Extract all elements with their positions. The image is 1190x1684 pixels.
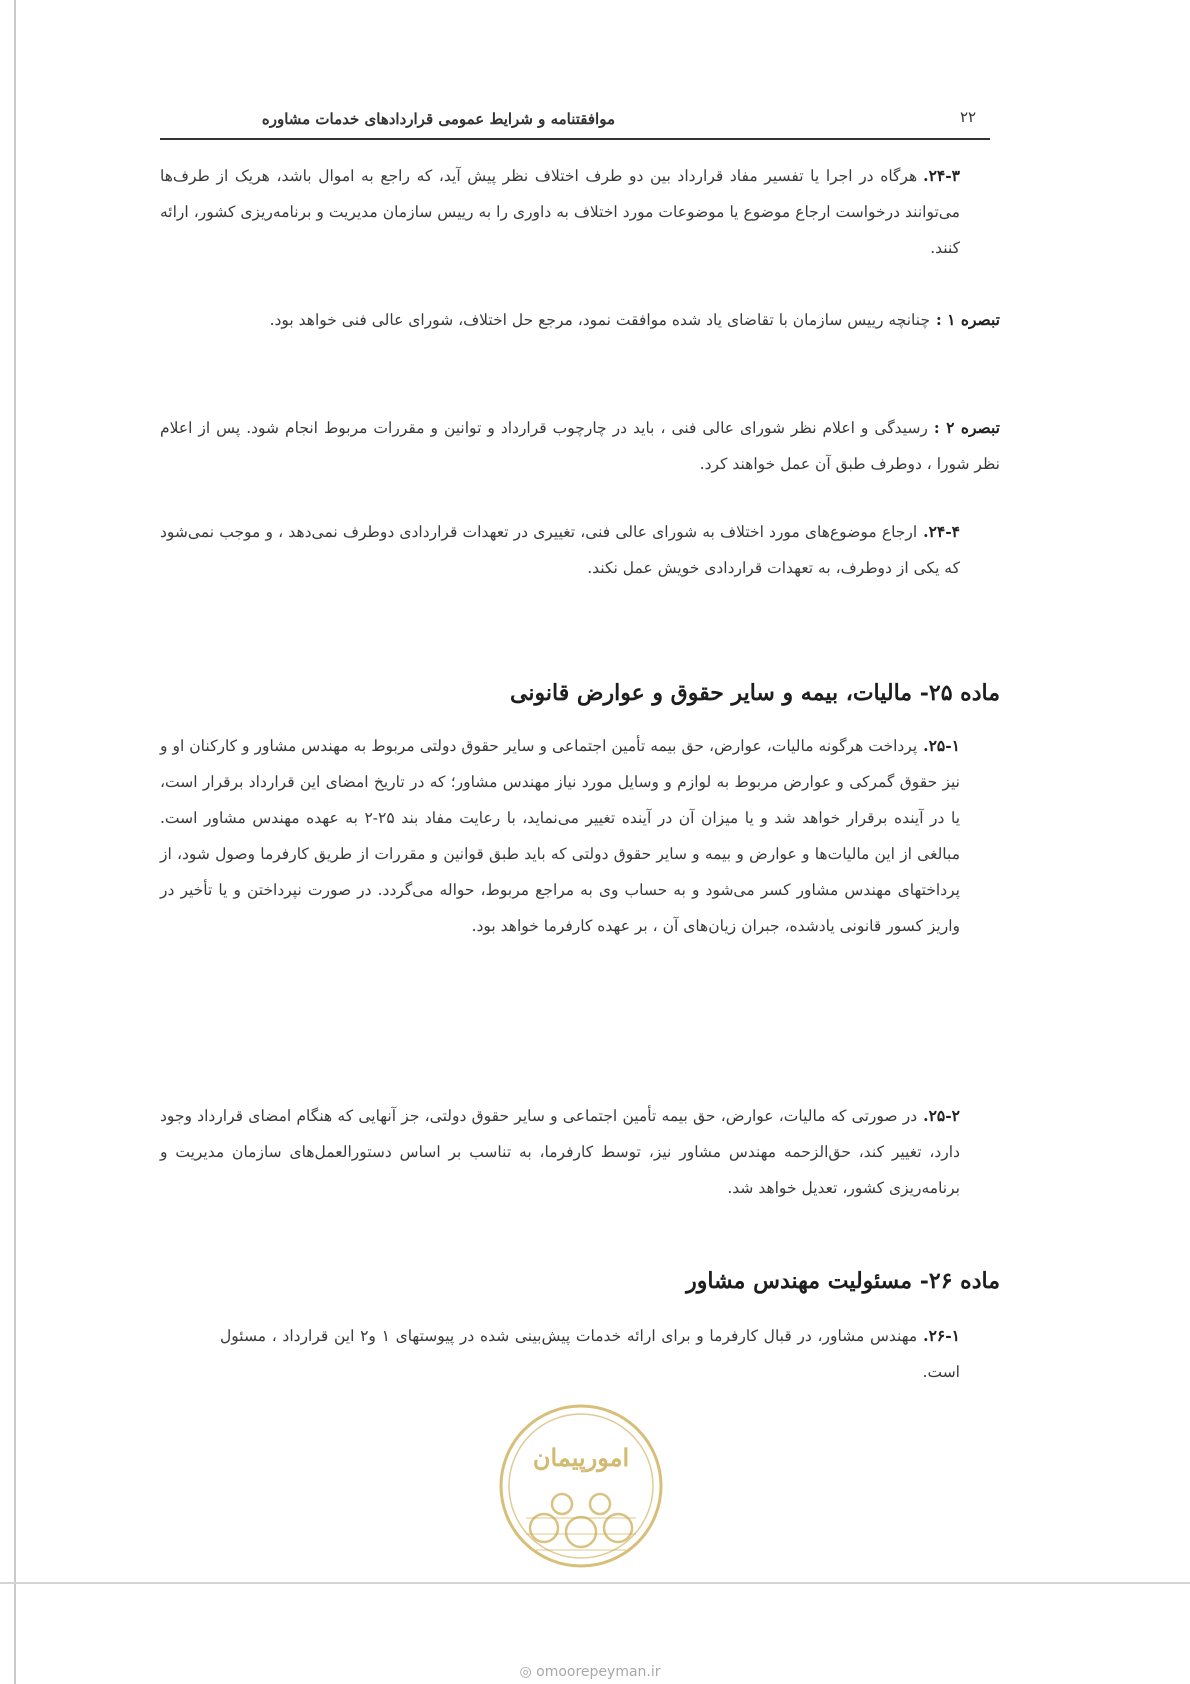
note-text: رسیدگی و اعلام نظر شورای عالی فنی ، باید در چارچوب قرارداد و توانین و مقررات مربوط انجام شود. پس از اعلام نظر شورا ، دوطرف طبق آن عمل خواهند کرد. [160, 419, 1000, 473]
clause-text: ارجاع موضوع‌های مورد اختلاف به شورای عالی فنی، تغییری در تعهدات قراردادی دوطرف نمی‌دهد ، و موجب نمی‌شود که یکی از دوطرف، به تعهدات قراردادی خویش عمل نکند. [160, 523, 960, 577]
clause-25-2 [160, 1098, 960, 1206]
clause-25-1 [160, 728, 960, 944]
article-26-heading: ماده ۲۶- مسئولیت مهندس مشاور [686, 1268, 1000, 1294]
clause-text: هرگاه در اجرا یا تفسیر مفاد قرارداد بین دو طرف اختلاف نظر پیش آید، که راجع به اموال باشد، هریک از طرف‌ها می‌توانند درخواست ارجاع موضوع یا موضوعات مورد اختلاف به داوری را به رییس سازمان مدیریت و برنامه‌ریزی کشور، ارائه کنند. [160, 167, 960, 257]
note-label: تبصره ۱ : [936, 310, 1000, 329]
scan-edge-line [14, 0, 16, 1684]
clause-number: ۲۴-۳. [923, 166, 960, 185]
clause-text: پرداخت هرگونه مالیات، عوارض، حق بیمه تأمین اجتماعی و سایر حقوق دولتی مربوط به مهندس مشاور و کارکنان او و نیز حقوق گمرکی و عوارض مربوط به لوازم و وسایل مورد نیاز مهندس مشاور؛ که در تاریخ امضای این قرارداد برقرار است، یا در آینده برقرار خواهد شد و یا میزان آن در آینده تغییر می‌نماید، با رعایت مفاد بند ۲۵-۲ به عهده مهندس مشاور است. مبالغی از این مالیات‌ها و عوارض و بیمه و سایر حقوق دولتی که باید طبق قوانین و مقررات از طریق کارفرما وصول شود، از پرداختهای مهندس مشاور کسر می‌شود و به حساب وی به مراجع مربوط، حواله می‌گردد. در صورت نپرداختن و یا تأخیر در واریز کسور قانونی یادشده، جبران زیان‌های آن ، بر عهده کارفرما خواهد بود. [160, 737, 961, 935]
note-2 [160, 410, 1000, 482]
bottom-rule [0, 1582, 1190, 1584]
clause-number: ۲۵-۱. [923, 736, 960, 755]
clause-24-4 [160, 514, 960, 586]
note-text: چنانچه رییس سازمان با تقاضای یاد شده موافقت نمود، مرجع حل اختلاف، شورای عالی فنی خواهد بود. [269, 311, 931, 329]
running-title: موافقتنامه و شرایط عمومی قراردادهای خدمات مشاوره [261, 110, 615, 128]
clause-number: ۲۴-۴. [923, 522, 960, 541]
site-url-text: omoorepeyman.ir [536, 1664, 661, 1680]
stamp-lettering: امورپیمان [532, 1443, 630, 1472]
page-number: ۲۲ [960, 108, 977, 126]
clause-text: مهندس مشاور، در قبال کارفرما و برای ارائه خدمات پیش‌بینی شده در پیوستهای ۱ و۲ این قرارداد ، مسئول است. [220, 1327, 960, 1381]
site-url: ◎ omoorepeyman.ir [519, 1664, 661, 1680]
clause-24-3 [160, 158, 960, 266]
article-25-heading: ماده ۲۵- مالیات، بیمه و سایر حقوق و عوارض قانونی [510, 680, 1000, 706]
clause-26-1 [220, 1318, 960, 1390]
clause-text: در صورتی که مالیات، عوارض، حق بیمه تأمین اجتماعی و سایر حقوق دولتی، جز آنهایی که هنگام امضای قرارداد وجود دارد، تغییر کند، حق‌الزحمه مهندس مشاور نیز، توسط کارفرما، به تناسب بر اساس دستورالعمل‌های سازمان مدیریت و برنامه‌ریزی کشور، تعدیل خواهد شد. [160, 1107, 960, 1197]
page-header [160, 98, 990, 140]
note-1 [160, 302, 1000, 338]
seal-stamp-icon [496, 1400, 666, 1572]
clause-number: ۲۵-۲. [923, 1106, 960, 1125]
clause-number: ۲۶-۱. [923, 1326, 960, 1345]
note-label: تبصره ۲ : [933, 418, 1000, 437]
